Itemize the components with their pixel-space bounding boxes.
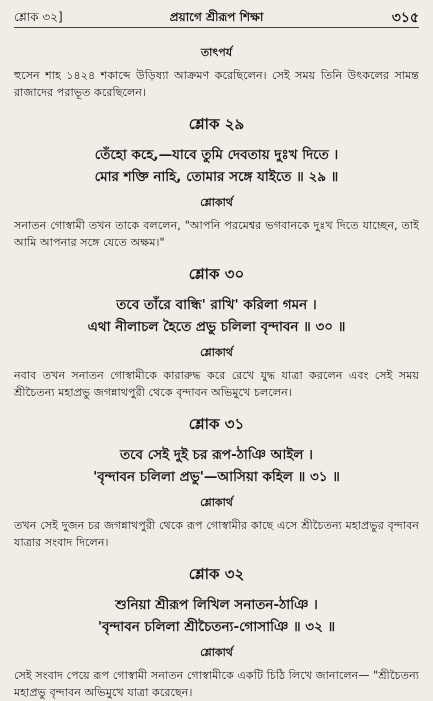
section-heading: শ্লোকার্থ xyxy=(200,496,233,509)
header-rule xyxy=(14,27,419,28)
header-verse-ref: শ্লোক ৩২] xyxy=(14,10,63,24)
verse-number: শ্লোক ৩১ xyxy=(188,415,245,433)
translation-paragraph: হুসেন শাহ ১৪২৪ শকাব্দে উড়িষ্যা আক্রমণ করেছিলেন। সেই সময় তিনি উৎকলের সামন্ত রাজাদের পরাভূত করেছিলেন। xyxy=(14,69,419,99)
page-body xyxy=(14,38,419,701)
page-number: ৩১৫ xyxy=(391,10,419,26)
section-heading: তাৎপর্য xyxy=(200,46,233,59)
section-heading: শ্লোকার্থ xyxy=(200,196,233,209)
verse-line: 'বৃন্দাবন চলিলা প্রভু'—আসিয়া কহিল ॥ ৩১ ॥ xyxy=(93,469,340,485)
translation-paragraph: সেই সংবাদ পেয়ে রূপ গোস্বামী সনাতন গোস্বামীকে একটি চিঠি লিখে জানালেন— "শ্রীচৈতন্য মহাপ্রভু বৃন্দাবন অভিমুখে যাত্রা করেছেন। xyxy=(14,669,419,699)
translation-paragraph: সনাতন গোস্বামী তখন তাকে বললেন, "আপনি পরমেশ্বর ভগবানকে দুঃখ দিতে যাচ্ছেন, তাই আমি আপনার সঙ্গে যেতে অক্ষম।" xyxy=(14,219,419,249)
verse-number: শ্লোক ৩০ xyxy=(188,265,245,283)
verse-line: মোর শক্তি নাহি, তোমার সঙ্গে যাইতে ॥ ২৯ ॥ xyxy=(94,169,339,185)
verse-line: তবে সেই দুই চর রূপ-ঠাঞি আইল । xyxy=(119,447,313,463)
header-chapter-title: প্রয়াগে শ্রীরূপ শিক্ষা xyxy=(169,10,264,24)
translation-paragraph: নবাব তখন সনাতন গোস্বামীকে কারারুদ্ধ করে রেখে যুদ্ধ যাত্রা করলেন এবং সেই সময় শ্রীচৈতন্য মহাপ্রভু জগন্নাথপুরী থেকে বৃন্দাবন অভিমুখে চললেন। xyxy=(14,369,419,399)
section-heading: শ্লোকার্থ xyxy=(200,646,233,659)
verse-number: শ্লোক ৩২ xyxy=(188,565,245,583)
verse-line: শুনিয়া শ্রীরূপ লিখিল সনাতন-ঠাঞি । xyxy=(115,597,318,613)
verse-line: তেঁহো কহে,—যাবে তুমি দেবতায় দুঃখ দিতে । xyxy=(94,147,339,163)
section-heading: শ্লোকার্থ xyxy=(200,346,233,359)
verse-number: শ্লোক ২৯ xyxy=(188,115,245,133)
translation-paragraph: তখন সেই দুজন চর জগন্নাথপুরী থেকে রূপ গোস্বামীর কাছে এসে শ্রীচৈতন্য মহাপ্রভুর বৃন্দাবন যাত্রার সংবাদ দিলেন। xyxy=(14,519,419,549)
running-header xyxy=(14,6,419,26)
verse-line: তবে তাঁরে বান্ধি' রাখি' করিলা গমন । xyxy=(116,297,317,313)
verse-line: এথা নীলাচল হৈতে প্রভু চলিলা বৃন্দাবন ॥ ৩০ ॥ xyxy=(87,319,346,335)
verse-line: 'বৃন্দাবন চলিলা শ্রীচৈতন্য-গোসাঞি ॥ ৩২ ॥ xyxy=(97,619,336,635)
